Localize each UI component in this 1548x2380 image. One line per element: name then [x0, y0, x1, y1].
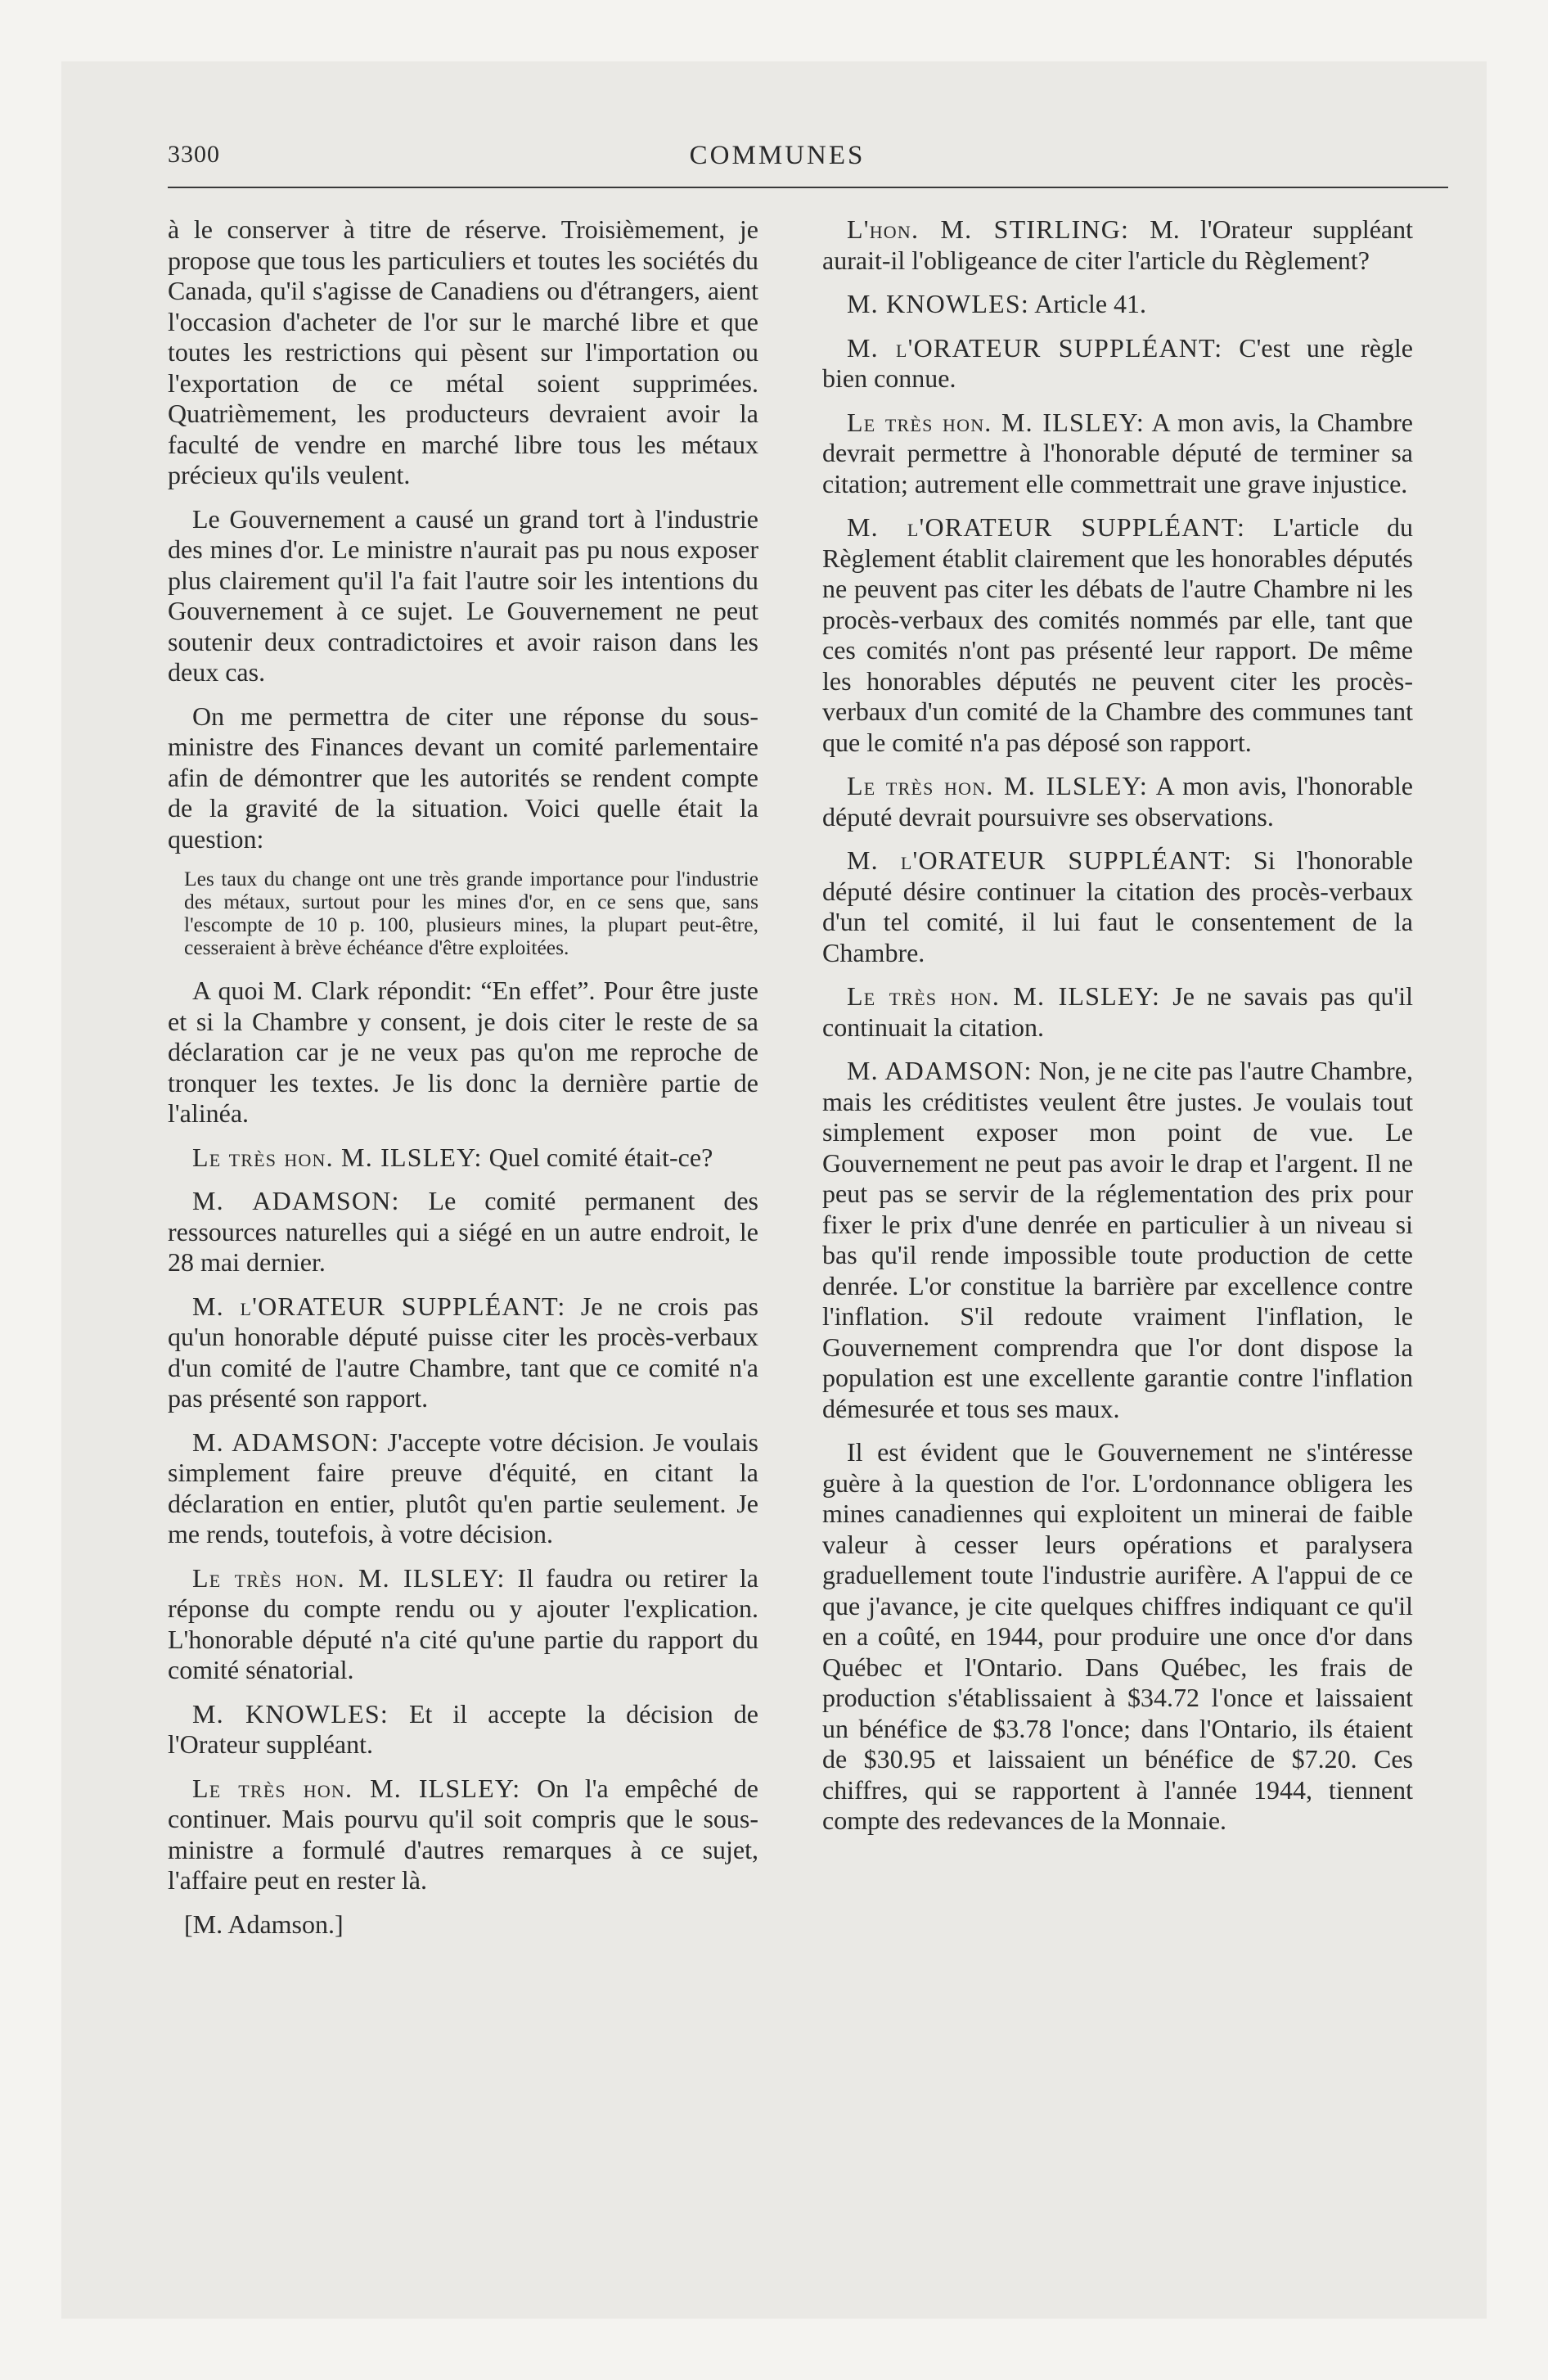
paragraph	[822, 1056, 1413, 1424]
paragraph-text: Et il accepte la décision de l'Orateur suppléant.	[168, 1698, 759, 1759]
paragraph-text: Le Gouvernement a causé un grand tort à l'industrie des mines d'or. Le ministre n'aurait pas pu nous exposer plus clairement qu'il l'a fait l'autre soir les intentions du Gouvernement à ce sujet. Le Gouvernement ne peut soutenir deux contradictoires et avoir raison dans les deux cas.	[168, 503, 758, 687]
paragraph-text: A quoi M. Clark répondit: “En effet”. Pour être juste et si la Chambre y consent, je dois citer le reste de sa déclaration car je ne veux pas qu'on me reproche de tronquer les textes. Je lis donc la dernière partie de l'alinéa.	[168, 976, 758, 1128]
header-rule	[168, 187, 1448, 188]
paragraph-text: Il faudra ou retirer la réponse du compte rendu ou y ajouter l'explication. L'honorable député n'a cité qu'une partie du rapport du comité sénatorial.	[168, 1562, 758, 1684]
paragraph	[168, 504, 758, 688]
paragraph-text: J'accepte votre décision. Je voulais simplement faire preuve d'équité, en citant la déclaration en entier, plutôt qu'en partie seulement. Je me rends, toutefois, à votre décision.	[168, 1427, 758, 1548]
paragraph	[822, 845, 1413, 968]
paragraph	[168, 976, 758, 1129]
page-number: 3300	[168, 141, 220, 168]
speaker-name: Le très hon. M. ILSLEY:	[192, 1142, 483, 1172]
paragraph-text: Le comité permanent des ressources naturelles qui a siégé en un autre endroit, le 28 mai dernier.	[168, 1186, 759, 1277]
paragraph-text: M. l'Orateur suppléant aurait-il l'obligeance de citer l'article du Règlement?	[822, 214, 1414, 275]
paragraph	[822, 981, 1413, 1043]
paragraph	[822, 408, 1413, 500]
paragraph	[168, 1774, 758, 1896]
left-column	[168, 214, 758, 1940]
paragraph-text: A mon avis, la Chambre devrait permettre à l'honorable député de terminer sa citation; autrement elle commettrait une grave injustice.	[822, 407, 1413, 498]
speaker-name: M. l'ORATEUR SUPPLÉANT:	[847, 512, 1246, 542]
paragraph-text: A mon avis, l'honorable député devrait poursuivre ses observations.	[822, 771, 1413, 832]
speaker-name: M. KNOWLES:	[192, 1698, 389, 1729]
speaker-name: M. KNOWLES:	[847, 289, 1029, 318]
block-quote	[168, 868, 758, 959]
paragraph-text: Les taux du change ont une très grande importance pour l'industrie des métaux, surtout pour les mines d'or, en ce sens que, sans l'escompte de 10 p. 100, plusieurs mines, la plupart peut-être, cesseraient à brève échéance d'être exploitées.	[184, 867, 758, 959]
paragraph	[168, 1291, 758, 1414]
speaker-name: Le très hon. M. ILSLEY:	[192, 1562, 506, 1593]
running-head	[106, 141, 1448, 182]
speaker-name: M. ADAMSON:	[847, 1056, 1033, 1085]
speaker-name: Le très hon. M. ILSLEY:	[847, 981, 1161, 1011]
paragraph-text: Quel comité était-ce?	[482, 1142, 713, 1172]
paragraph	[168, 1143, 758, 1174]
paragraph-text: L'article du Règlement établit clairement que les honorables députés ne peuvent pas citer les débats de l'autre Chambre ni les procès-verbaux des comités nommés par elle, tant que ces comités n'ont pas présenté leur rapport. De même les honorables députés ne peuvent citer les procès-verbaux d'un comité de la Chambre des communes tant que le comité n'a pas déposé son rapport.	[822, 512, 1413, 757]
speaker-name: M. l'ORATEUR SUPPLÉANT:	[847, 845, 1233, 875]
speaker-name: M. l'ORATEUR SUPPLÉANT:	[192, 1291, 566, 1321]
paragraph	[822, 512, 1413, 758]
speaker-name: L'hon. M. STIRLING:	[847, 214, 1130, 244]
paragraph	[822, 289, 1413, 320]
paragraph	[822, 771, 1413, 832]
speaker-name: M. ADAMSON:	[192, 1427, 380, 1457]
paragraph	[168, 1563, 758, 1686]
paragraph	[822, 333, 1413, 394]
right-column	[822, 214, 1413, 1850]
paragraph-text: Article 41.	[1028, 289, 1147, 318]
paragraph-continued	[168, 214, 758, 491]
speaker-name: Le très hon. M. ILSLEY:	[192, 1773, 521, 1803]
speaker-name: Le très hon. M. ILSLEY:	[847, 771, 1149, 800]
paragraph-text: [M. Adamson.]	[184, 1909, 344, 1939]
running-title: COMMUNES	[689, 141, 866, 170]
paragraph-text: Je ne savais pas qu'il continuait la citation.	[822, 981, 1413, 1042]
speaker-name: M. ADAMSON:	[192, 1186, 400, 1215]
paragraph	[168, 701, 758, 855]
paragraph-text: On me permettra de citer une réponse du sous-ministre des Finances devant un comité parlementaire afin de démontrer que les autorités se rendent compte de la gravité de la situation. Voici quelle était la question:	[168, 701, 758, 854]
paragraph-text: à le conserver à titre de réserve. Troisièmement, je propose que tous les particuliers et toutes les sociétés du Canada, qu'il s'agisse de Canadiens ou d'étrangers, aient l'occasion d'acheter de l'or sur le marché libre et que toutes les restrictions qui pèsent sur l'importation ou l'exportation de ce métal soient supprimées. Quatrièmement, les producteurs devraient avoir la faculté de vendre en marché libre tous les métaux précieux qu'ils veulent.	[168, 214, 758, 489]
paragraph-text: On l'a empêché de continuer. Mais pourvu qu'il soit compris que le sous-ministre a formulé d'autres remarques à ce sujet, l'affaire peut en rester là.	[168, 1773, 758, 1895]
paragraph-text: Je ne crois pas qu'un honorable député puisse citer les procès-verbaux d'un comité de l'autre Chambre, tant que ce comité n'a pas présenté son rapport.	[168, 1291, 759, 1413]
paragraph	[822, 1437, 1413, 1837]
paragraph-text: C'est une règle bien connue.	[822, 332, 1413, 393]
paragraph-text: Non, je ne cite pas l'autre Chambre, mais les créditistes veulent être justes. Je voulais tout simplement exposer mon point de vue. Le Gouvernement ne peut pas avoir le drap et l'argent. Il ne peut pas se servir de la réglementation des prix pour fixer le prix d'une denrée en particulier à un niveau si bas qu'il rende impossible toute production de cette denrée. L'or constitue la barrière par excellence contre l'inflation. S'il redoute vraiment l'inflation, le Gouvernement comprendra que l'or dont dispose la population est une excellente garantie contre l'inflation démesurée et tous ses maux.	[822, 1056, 1413, 1423]
speaker-name: Le très hon. M. ILSLEY:	[847, 407, 1145, 437]
paragraph-text: Si l'honorable député désire continuer la citation des procès-verbaux d'un tel comité, il lui faut le consentement de la Chambre.	[822, 845, 1413, 967]
paragraph	[168, 1186, 758, 1278]
paragraph-text: Il est évident que le Gouvernement ne s'intéresse guère à la question de l'or. L'ordonnance obligera les mines canadiennes qui exploitent un minerai de faible valeur à cesser leurs opérations et paralysera graduellement toute l'industrie aurifère. A l'appui de ce que j'avance, je cite quelques chiffres indiquant ce qu'il en a coûté, en 1944, pour produire une once d'or dans Québec et l'Ontario. Dans Québec, les frais de production s'établissaient à $34.72 l'once et laissaient un bénéfice de $3.78 l'once; dans l'Ontario, ils étaient de $30.95 et laissaient un bénéfice de $7.20. Ces chiffres, qui se rapportent à l'année 1944, tiennent compte des redevances de la Monnaie.	[822, 1437, 1413, 1835]
paragraph	[168, 1427, 758, 1550]
speaker-name: M. l'ORATEUR SUPPLÉANT:	[847, 332, 1223, 363]
paragraph	[168, 1699, 758, 1760]
speaker-attribution	[168, 1909, 758, 1941]
paragraph	[822, 214, 1413, 276]
